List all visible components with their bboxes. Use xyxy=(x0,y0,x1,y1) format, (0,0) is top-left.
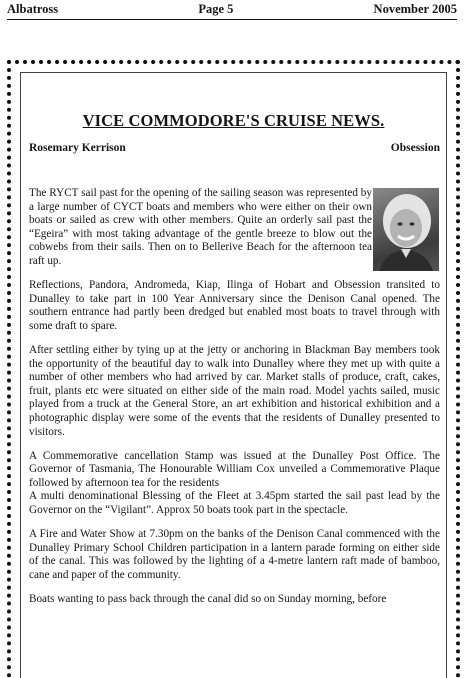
author-name: Rosemary Kerrison xyxy=(29,142,126,154)
paragraph: A Fire and Water Show at 7.30pm on the banks of the Denison Canal commenced with the Dunalley Primary School Children participation in a lantern parade forming on either side of the canal. This was followed by the lighting of a 4-metre lantern raft made of bamboo, cane and paper of the community. xyxy=(29,528,440,581)
issue-date: November 2005 xyxy=(373,2,457,16)
paragraph: A Commemorative cancellation Stamp was issued at the Dunalley Post Office. The Governor of Tasmania, The Honourable William Cox unveiled a Commemorative Plaque followed by afternoon tea for the residents A multi denominational Blessing of the Fleet at 3.45pm started the sail past lead by the Governor on the “Vigilant”. Approx 50 boats took part in the spectacle. xyxy=(29,449,440,516)
page-number: Page 5 xyxy=(198,2,234,16)
article-dotted-border xyxy=(7,60,460,678)
paragraph: The RYCT sail past for the opening of the sailing season was represented by a large number of CYCT boats and members who were either on their own boats or sailed as crew with other members. Quite an orderly sail past the “Egeira” with most taking advantage of the gentle breeze to blow out the cobwebs from their sails. Then on to Bellerive Beach for the afternoon tea raft up. xyxy=(29,187,372,267)
article-title: VICE COMMODORE'S CRUISE NEWS. xyxy=(82,111,385,130)
article-box xyxy=(20,72,447,678)
article-body xyxy=(29,187,440,617)
paragraph: Boats wanting to pass back through the canal did so on Sunday morning, before xyxy=(29,592,387,605)
page-header xyxy=(7,0,457,18)
paragraph: Reflections, Pandora, Andromeda, Kiap, Ilinga of Hobart and Obsession transited to Dunalley to take part in 100 Year Anniversary since the Denison Canal opened. The southern entrance had partly been dredged but enabled most boats to travel through with some draft to spare. xyxy=(29,279,440,332)
header-rule xyxy=(7,19,457,20)
boat-name: Obsession xyxy=(390,142,440,154)
newsletter-name: Albatross xyxy=(7,2,59,16)
paragraph: After settling either by tying up at the jetty or anchoring in Blackman Bay members took the opportunity of the beautiful day to walk into Dunalley where they met up with quite a number of other members who had arrived by car. Market stalls of produce, craft, cakes, fruit, plants etc were situated on either side of the main road. Model yachts sailed, music played from a truck at the General Store, an art exhibition and historical exhibition and a photographic display were some of the events that the residents of Dunalley presented to visitors. xyxy=(29,343,440,438)
byline xyxy=(29,142,440,154)
